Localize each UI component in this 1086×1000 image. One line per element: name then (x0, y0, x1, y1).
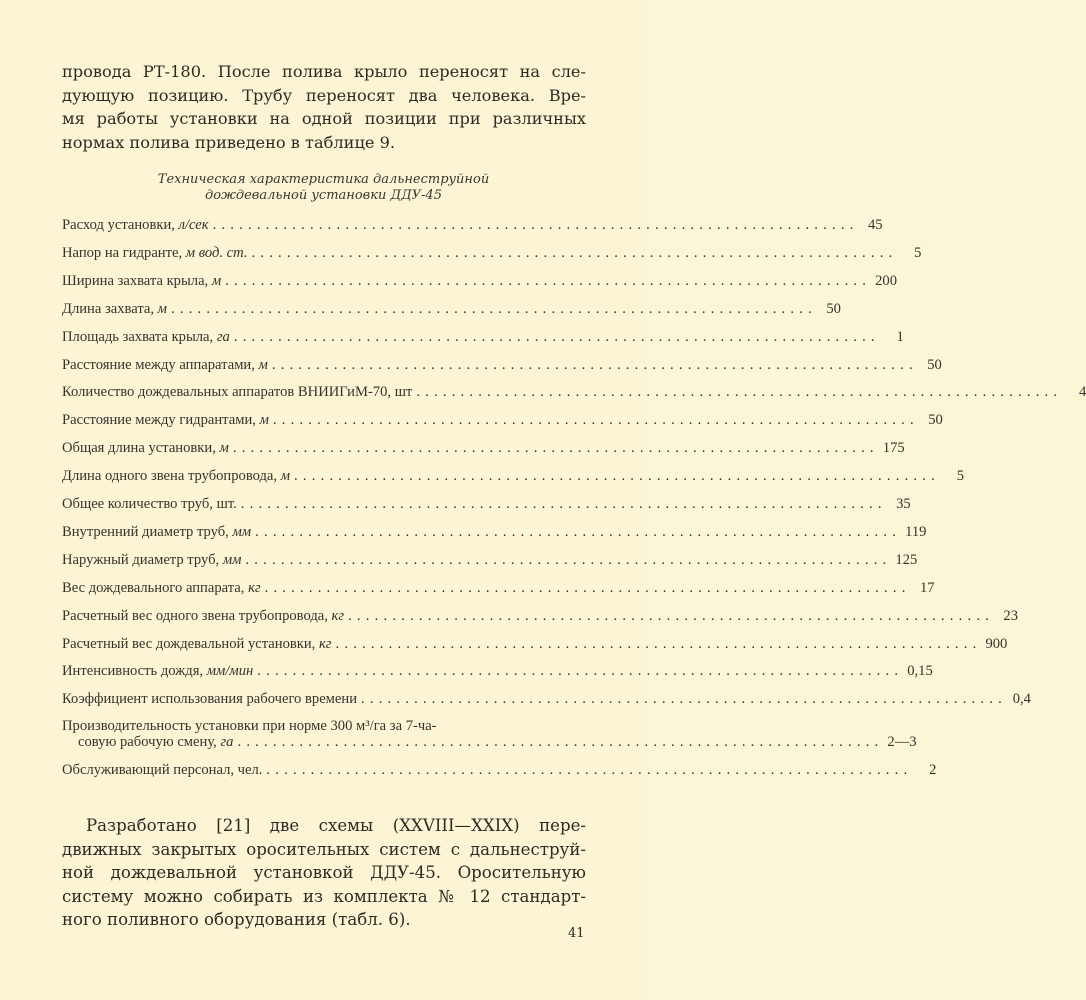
row-value: 17 (919, 579, 935, 596)
row-label: Расчетный вес дождевальной установки, кг (62, 635, 332, 652)
row-unit: мм (232, 523, 252, 540)
row-unit: м (157, 300, 167, 317)
text-line: систему можно собирать из комплекта № 12 стандарт- (62, 886, 586, 906)
spec-row (62, 607, 1019, 625)
row-value: 50 (826, 300, 841, 317)
row-value: 45 (867, 217, 883, 233)
dot-leader: ......................................................................... (272, 412, 919, 429)
dot-leader: ......................................................................... (251, 244, 898, 261)
text-line: нормах полива приведено в таблице 9. (62, 132, 396, 152)
dot-leader: ......................................................................... (266, 762, 913, 778)
spec-row-staff (62, 762, 937, 779)
spec-row (62, 691, 1031, 708)
row-value: 50 (927, 356, 942, 373)
spec-row (62, 523, 927, 541)
row-label: Длина одного звена трубопровода, м (62, 468, 291, 485)
dot-leader: ......................................................................... (416, 384, 1063, 401)
row-label: Расстояние между аппаратами, м (62, 356, 268, 373)
spec-row (62, 440, 905, 457)
dot-leader: ......................................................................... (257, 663, 904, 680)
row-unit: м (259, 412, 269, 429)
row-value: 200 (875, 272, 898, 289)
page-number: 41 (568, 926, 585, 941)
spec-row (62, 244, 922, 262)
outro-paragraph (62, 814, 586, 932)
dot-leader: ......................................................................... (294, 468, 940, 485)
row-value: 0,4 (1012, 691, 1031, 708)
row-value: 2 (929, 762, 937, 778)
row-value: 4 (1078, 384, 1086, 401)
row-label: Расстояние между гидрантами, м (62, 412, 269, 429)
dot-leader: ......................................................................... (232, 440, 879, 457)
dot-leader: ......................................................................... (348, 607, 995, 624)
row-value: 5 (956, 468, 964, 485)
spec-row (62, 356, 942, 374)
spec-row (62, 384, 1086, 401)
row-label: Обслуживающий персонал, чел. (62, 762, 263, 778)
spec-row (62, 217, 883, 234)
row-label: Вес дождевального аппарата, кг (62, 579, 261, 596)
row-value: 900 (985, 635, 1008, 652)
text-line: Разработано [21] две схемы (XXVIII—XXIX) пере- (86, 816, 586, 835)
row-label: Интенсивность дождя, мм/мин (62, 663, 254, 680)
table-title-line: дождевальной установки ДДУ-45 (205, 188, 442, 203)
row-label: Внутренний диаметр труб, мм (62, 523, 252, 540)
row-unit: м (280, 468, 291, 485)
row-label: Площадь захвата крыла, га (62, 328, 230, 345)
row-value: 23 (1003, 607, 1019, 624)
spec-row (62, 300, 841, 318)
table-title (0, 172, 647, 204)
dot-leader: ......................................................................... (264, 579, 911, 596)
row-label: совую рабочую смену, га (78, 734, 234, 750)
dot-leader: ......................................................................... (233, 328, 880, 345)
row-value: 5 (914, 244, 922, 261)
row-label: Коэффициент использования рабочего времени (62, 691, 358, 708)
row-label: Количество дождевальных аппаратов ВНИИГиМ-70, шт (62, 384, 413, 401)
dot-leader: ......................................................................... (212, 217, 859, 233)
row-label: Ширина захвата крыла, м (62, 272, 222, 289)
row-label: Общее количество труб, шт. (62, 496, 237, 512)
spec-row (62, 551, 918, 569)
spec-row (62, 663, 933, 680)
spec-row (62, 468, 964, 485)
row-label: Расчетный вес одного звена трубопровода, кг (62, 607, 345, 624)
dot-leader: ......................................................................... (335, 635, 982, 652)
text-line: ного поливного оборудования (табл. 6). (62, 910, 411, 929)
spec-row (62, 635, 1008, 653)
text-line: ной дождевальной установкой ДДУ-45. Оросительную (62, 863, 586, 882)
dot-leader: ......................................................................... (240, 496, 887, 512)
row-unit: м (219, 440, 229, 457)
row-unit: га (216, 328, 230, 345)
productivity-line1: Производительность установки при норме 300 м³/га за 7-ча- (62, 718, 437, 734)
row-unit: кг (331, 607, 345, 624)
spec-row (62, 496, 911, 513)
spec-row (62, 272, 898, 290)
text-line: провода РТ-180. После полива крыло переносят на сле- (62, 62, 586, 81)
row-label: Общая длина установки, м (62, 440, 229, 457)
row-value: 50 (928, 412, 943, 429)
row-value: 0,15 (907, 663, 933, 680)
row-value: 1 (896, 328, 904, 345)
dot-leader: ......................................................................... (225, 272, 872, 289)
spec-row (62, 579, 935, 597)
dot-leader: ......................................................................... (361, 691, 1007, 708)
row-value: 175 (882, 440, 905, 457)
dot-leader: ......................................................................... (237, 734, 884, 750)
row-value: 35 (896, 496, 911, 512)
row-label: Расход установки, л/сек (62, 217, 209, 233)
text-line: дующую позицию. Трубу переносят два человека. Вре- (62, 85, 586, 105)
row-unit: м вод. ст. (185, 244, 248, 261)
row-label: Длина захвата, м (62, 300, 167, 317)
row-unit: л/сек (178, 217, 209, 233)
spec-row-productivity (78, 734, 917, 751)
dot-leader: ......................................................................... (271, 356, 918, 373)
row-unit: кг (318, 635, 332, 652)
row-unit: м (211, 272, 222, 289)
dot-leader: ......................................................................... (245, 551, 892, 568)
row-unit: мм/мин (206, 663, 254, 680)
row-value: 125 (895, 551, 918, 568)
text-line: мя работы установки на одной позиции при различных (62, 109, 586, 128)
row-value: 119 (905, 523, 927, 540)
row-label: Напор на гидранте, м вод. ст. (62, 244, 248, 261)
row-unit: мм (222, 551, 242, 568)
row-value: 2—3 (887, 734, 917, 750)
spec-row (62, 328, 904, 346)
text-line: движных закрытых оросительных систем с дальнеструй- (62, 839, 586, 859)
spec-row (62, 412, 943, 429)
intro-paragraph (62, 60, 586, 154)
dot-leader: ......................................................................... (255, 523, 902, 540)
row-unit: м (258, 356, 268, 373)
row-unit: кг (248, 579, 261, 596)
row-label: Наружный диаметр труб, мм (62, 551, 242, 568)
table-title-line: Техническая характеристика дальнеструйной (157, 172, 490, 187)
dot-leader: ......................................................................... (171, 300, 817, 317)
